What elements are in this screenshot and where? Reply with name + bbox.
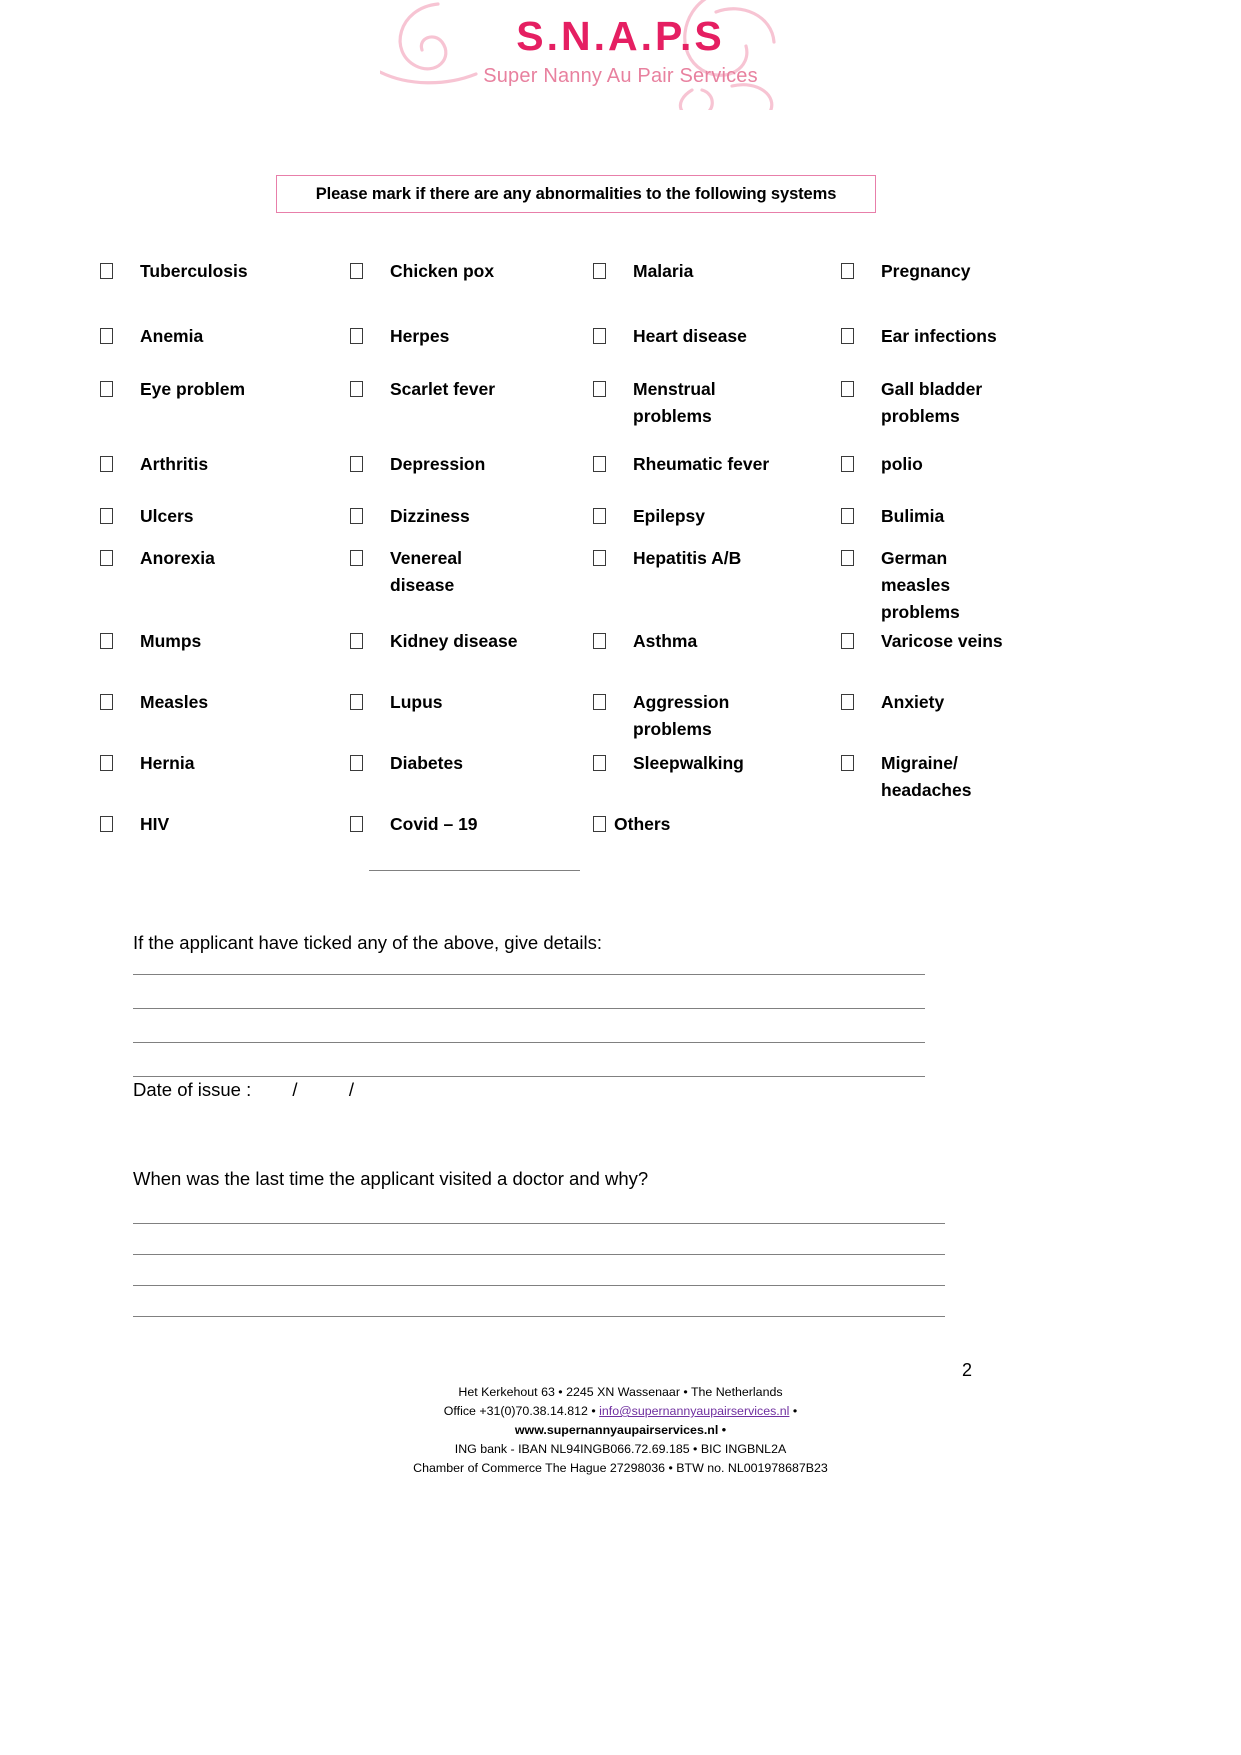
logo-flourish-icon [380, 0, 780, 110]
checklist-item-migraine-headaches[interactable] [841, 750, 1121, 811]
checklist-label: Bulimia [881, 506, 945, 526]
checklist-label: Hernia [140, 753, 195, 773]
checklist-label: Mumps [140, 631, 202, 651]
checklist-label: Pregnancy [881, 261, 971, 281]
checkbox-icon[interactable] [100, 328, 113, 344]
checklist-item-aggression-problems[interactable] [593, 689, 841, 750]
checkbox-icon[interactable] [350, 816, 363, 832]
checklist-item-menstrual-problems[interactable] [593, 376, 841, 451]
checkbox-icon[interactable] [100, 381, 113, 397]
instruction-text: Please mark if there are any abnormalities to the following systems [315, 184, 837, 203]
checklist-row [100, 750, 1140, 811]
checklist-label: Others [614, 814, 671, 834]
checklist-item-anemia[interactable] [100, 323, 350, 376]
checklist-label: German measles problems [881, 548, 960, 622]
checklist-item-bulimia[interactable] [841, 503, 1121, 545]
checkbox-icon[interactable] [593, 755, 606, 771]
checklist-item-dizziness[interactable] [350, 503, 593, 545]
checklist-label: Heart disease [633, 326, 747, 346]
checklist-item-others[interactable] [593, 811, 841, 851]
footer-contact-line [0, 1402, 1241, 1421]
checkbox-icon[interactable] [593, 328, 606, 344]
footer-bank-line: ING bank - IBAN NL94INGB066.72.69.185 • BIC INGBNL2A [454, 1442, 787, 1456]
checklist-label: Anemia [140, 326, 204, 346]
checklist-item-german-measles-problems[interactable] [841, 545, 1121, 628]
checkbox-icon[interactable] [350, 755, 363, 771]
details-question: If the applicant have ticked any of the above, give details: [133, 932, 602, 953]
footer-website-line[interactable]: www.supernannyaupairservices.nl • [514, 1423, 727, 1437]
checklist-label: HIV [140, 814, 170, 834]
checkbox-icon[interactable] [841, 456, 854, 472]
checkbox-icon[interactable] [100, 633, 113, 649]
doctor-visit-question: When was the last time the applicant visited a doctor and why? [133, 1168, 649, 1189]
checkbox-icon[interactable] [350, 328, 363, 344]
checklist-label: Ulcers [140, 506, 194, 526]
checklist-row [100, 628, 1140, 689]
checklist-item-hiv[interactable] [100, 811, 350, 851]
checklist-label: Chicken pox [390, 261, 495, 281]
date-of-issue-field[interactable]: Date of issue : / / [133, 1079, 355, 1100]
checklist-row [100, 545, 1140, 628]
checkbox-icon[interactable] [350, 263, 363, 279]
conditions-checklist [100, 258, 1140, 851]
checkbox-icon[interactable] [593, 816, 606, 832]
checklist-row [100, 503, 1140, 545]
checklist-row [100, 376, 1140, 451]
checkbox-icon[interactable] [841, 263, 854, 279]
checklist-item-heart-disease[interactable] [593, 323, 841, 376]
checklist-label: Hepatitis A/B [633, 548, 742, 568]
checkbox-icon[interactable] [350, 550, 363, 566]
checklist-label: Menstrual problems [633, 379, 716, 426]
checkbox-icon[interactable] [593, 633, 606, 649]
checkbox-icon[interactable] [841, 694, 854, 710]
checklist-label: Diabetes [390, 753, 463, 773]
details-answer-line-2[interactable] [133, 1008, 925, 1009]
checkbox-icon[interactable] [350, 381, 363, 397]
checklist-label: Gall bladder problems [881, 379, 983, 426]
checklist-label: Asthma [633, 631, 698, 651]
checkbox-icon[interactable] [841, 508, 854, 524]
checkbox-icon[interactable] [593, 508, 606, 524]
checklist-item-tuberculosis[interactable] [100, 258, 350, 323]
checklist-item-arthritis[interactable] [100, 451, 350, 503]
page-number: 2 [962, 1360, 973, 1380]
checklist-row [100, 811, 1140, 851]
checklist-label: Venereal disease [390, 548, 462, 595]
checklist-item-depression[interactable] [350, 451, 593, 503]
checklist-label: Depression [390, 454, 486, 474]
checklist-item-eye-problem[interactable] [100, 376, 350, 451]
page-footer [0, 1383, 1241, 1478]
checkbox-icon[interactable] [593, 550, 606, 566]
checkbox-icon[interactable] [100, 263, 113, 279]
checklist-label: Eye problem [140, 379, 246, 399]
company-logo [0, 0, 1241, 110]
checklist-item-malaria[interactable] [593, 258, 841, 323]
checklist-label: Rheumatic fever [633, 454, 770, 474]
checklist-label: Anorexia [140, 548, 215, 568]
checklist-row [100, 258, 1140, 323]
checklist-item-asthma[interactable] [593, 628, 841, 689]
checklist-label: Lupus [390, 692, 443, 712]
checklist-label: Arthritis [140, 454, 209, 474]
checkbox-icon[interactable] [350, 694, 363, 710]
checkbox-icon[interactable] [841, 633, 854, 649]
checklist-item-empty [841, 811, 1121, 851]
checkbox-icon[interactable] [841, 755, 854, 771]
checklist-item-ulcers[interactable] [100, 503, 350, 545]
checklist-row [100, 323, 1140, 376]
checklist-item-diabetes[interactable] [350, 750, 593, 811]
checklist-item-rheumatic-fever[interactable] [593, 451, 841, 503]
checklist-item-chicken-pox[interactable] [350, 258, 593, 323]
checkbox-icon[interactable] [100, 816, 113, 832]
footer-registration-line: Chamber of Commerce The Hague 27298036 • BTW no. NL001978687B23 [413, 1461, 828, 1475]
footer-phone: Office +31(0)70.38.14.812 • [443, 1404, 600, 1418]
checkbox-icon[interactable] [100, 755, 113, 771]
checklist-item-polio[interactable] [841, 451, 1121, 503]
checklist-item-measles[interactable] [100, 689, 350, 750]
checklist-item-kidney-disease[interactable] [350, 628, 593, 689]
checklist-item-pregnancy[interactable] [841, 258, 1121, 323]
checklist-label: Tuberculosis [140, 261, 248, 281]
checklist-label: Anxiety [881, 692, 945, 712]
details-answer-line-3[interactable] [133, 1042, 925, 1043]
checklist-item-lupus[interactable] [350, 689, 593, 750]
doctor-answer-line-4[interactable] [133, 1316, 945, 1317]
checkbox-icon[interactable] [100, 508, 113, 524]
checklist-item-hepatitis-a-b[interactable] [593, 545, 841, 628]
checklist-label: Epilepsy [633, 506, 705, 526]
checklist-item-epilepsy[interactable] [593, 503, 841, 545]
checkbox-icon[interactable] [350, 508, 363, 524]
checkbox-icon[interactable] [841, 381, 854, 397]
footer-address-line: Het Kerkehout 63 • 2245 XN Wassenaar • The Netherlands [458, 1385, 783, 1399]
checkbox-icon[interactable] [350, 456, 363, 472]
checklist-label: Sleepwalking [633, 753, 744, 773]
others-writein-rule[interactable] [369, 870, 580, 871]
checkbox-icon[interactable] [100, 694, 113, 710]
checkbox-icon[interactable] [100, 456, 113, 472]
checklist-item-ear-infections[interactable] [841, 323, 1121, 376]
checkbox-icon[interactable] [593, 381, 606, 397]
checkbox-icon[interactable] [593, 456, 606, 472]
checklist-item-gall-bladder-problems[interactable] [841, 376, 1121, 451]
checklist-row [100, 451, 1140, 503]
checklist-label: Kidney disease [390, 631, 518, 651]
checkbox-icon[interactable] [593, 263, 606, 279]
checklist-label: Dizziness [390, 506, 470, 526]
checklist-label: Varicose veins [881, 631, 1003, 651]
checkbox-icon[interactable] [841, 550, 854, 566]
doctor-answer-line-1[interactable] [133, 1223, 945, 1224]
checklist-label: Measles [140, 692, 209, 712]
footer-email-link[interactable]: info@supernannyaupairservices.nl [599, 1404, 790, 1418]
checkbox-icon[interactable] [593, 694, 606, 710]
checklist-item-mumps[interactable] [100, 628, 350, 689]
checklist-label: Covid – 19 [390, 814, 478, 834]
logo-tagline: Super Nanny Au Pair Services [483, 65, 758, 87]
instruction-banner [276, 175, 876, 213]
checklist-item-scarlet-fever[interactable] [350, 376, 593, 451]
details-answer-line-4[interactable] [133, 1076, 925, 1077]
checklist-item-varicose-veins[interactable] [841, 628, 1121, 689]
checklist-label: Malaria [633, 261, 694, 281]
doctor-answer-line-2[interactable] [133, 1254, 945, 1255]
checklist-label: Ear infections [881, 326, 997, 346]
logo-name: S.N.A.P.S [516, 13, 725, 59]
checklist-item-herpes[interactable] [350, 323, 593, 376]
checklist-item-venereal-disease[interactable] [350, 545, 593, 628]
checklist-item-anorexia[interactable] [100, 545, 350, 628]
checklist-item-sleepwalking[interactable] [593, 750, 841, 811]
checkbox-icon[interactable] [100, 550, 113, 566]
checkbox-icon[interactable] [350, 633, 363, 649]
checklist-label: Aggression problems [633, 692, 730, 739]
checklist-label: Herpes [390, 326, 450, 346]
checklist-item-hernia[interactable] [100, 750, 350, 811]
footer-contact-suffix: • [789, 1404, 798, 1418]
checklist-row [100, 689, 1140, 750]
checklist-label: Scarlet fever [390, 379, 496, 399]
checklist-item-covid-19[interactable] [350, 811, 593, 851]
doctor-answer-line-3[interactable] [133, 1285, 945, 1286]
checkbox-icon[interactable] [841, 328, 854, 344]
checklist-label: Migraine/ headaches [881, 753, 972, 800]
checklist-label: polio [881, 454, 923, 474]
details-answer-line-1[interactable] [133, 974, 925, 975]
checklist-item-anxiety[interactable] [841, 689, 1121, 750]
